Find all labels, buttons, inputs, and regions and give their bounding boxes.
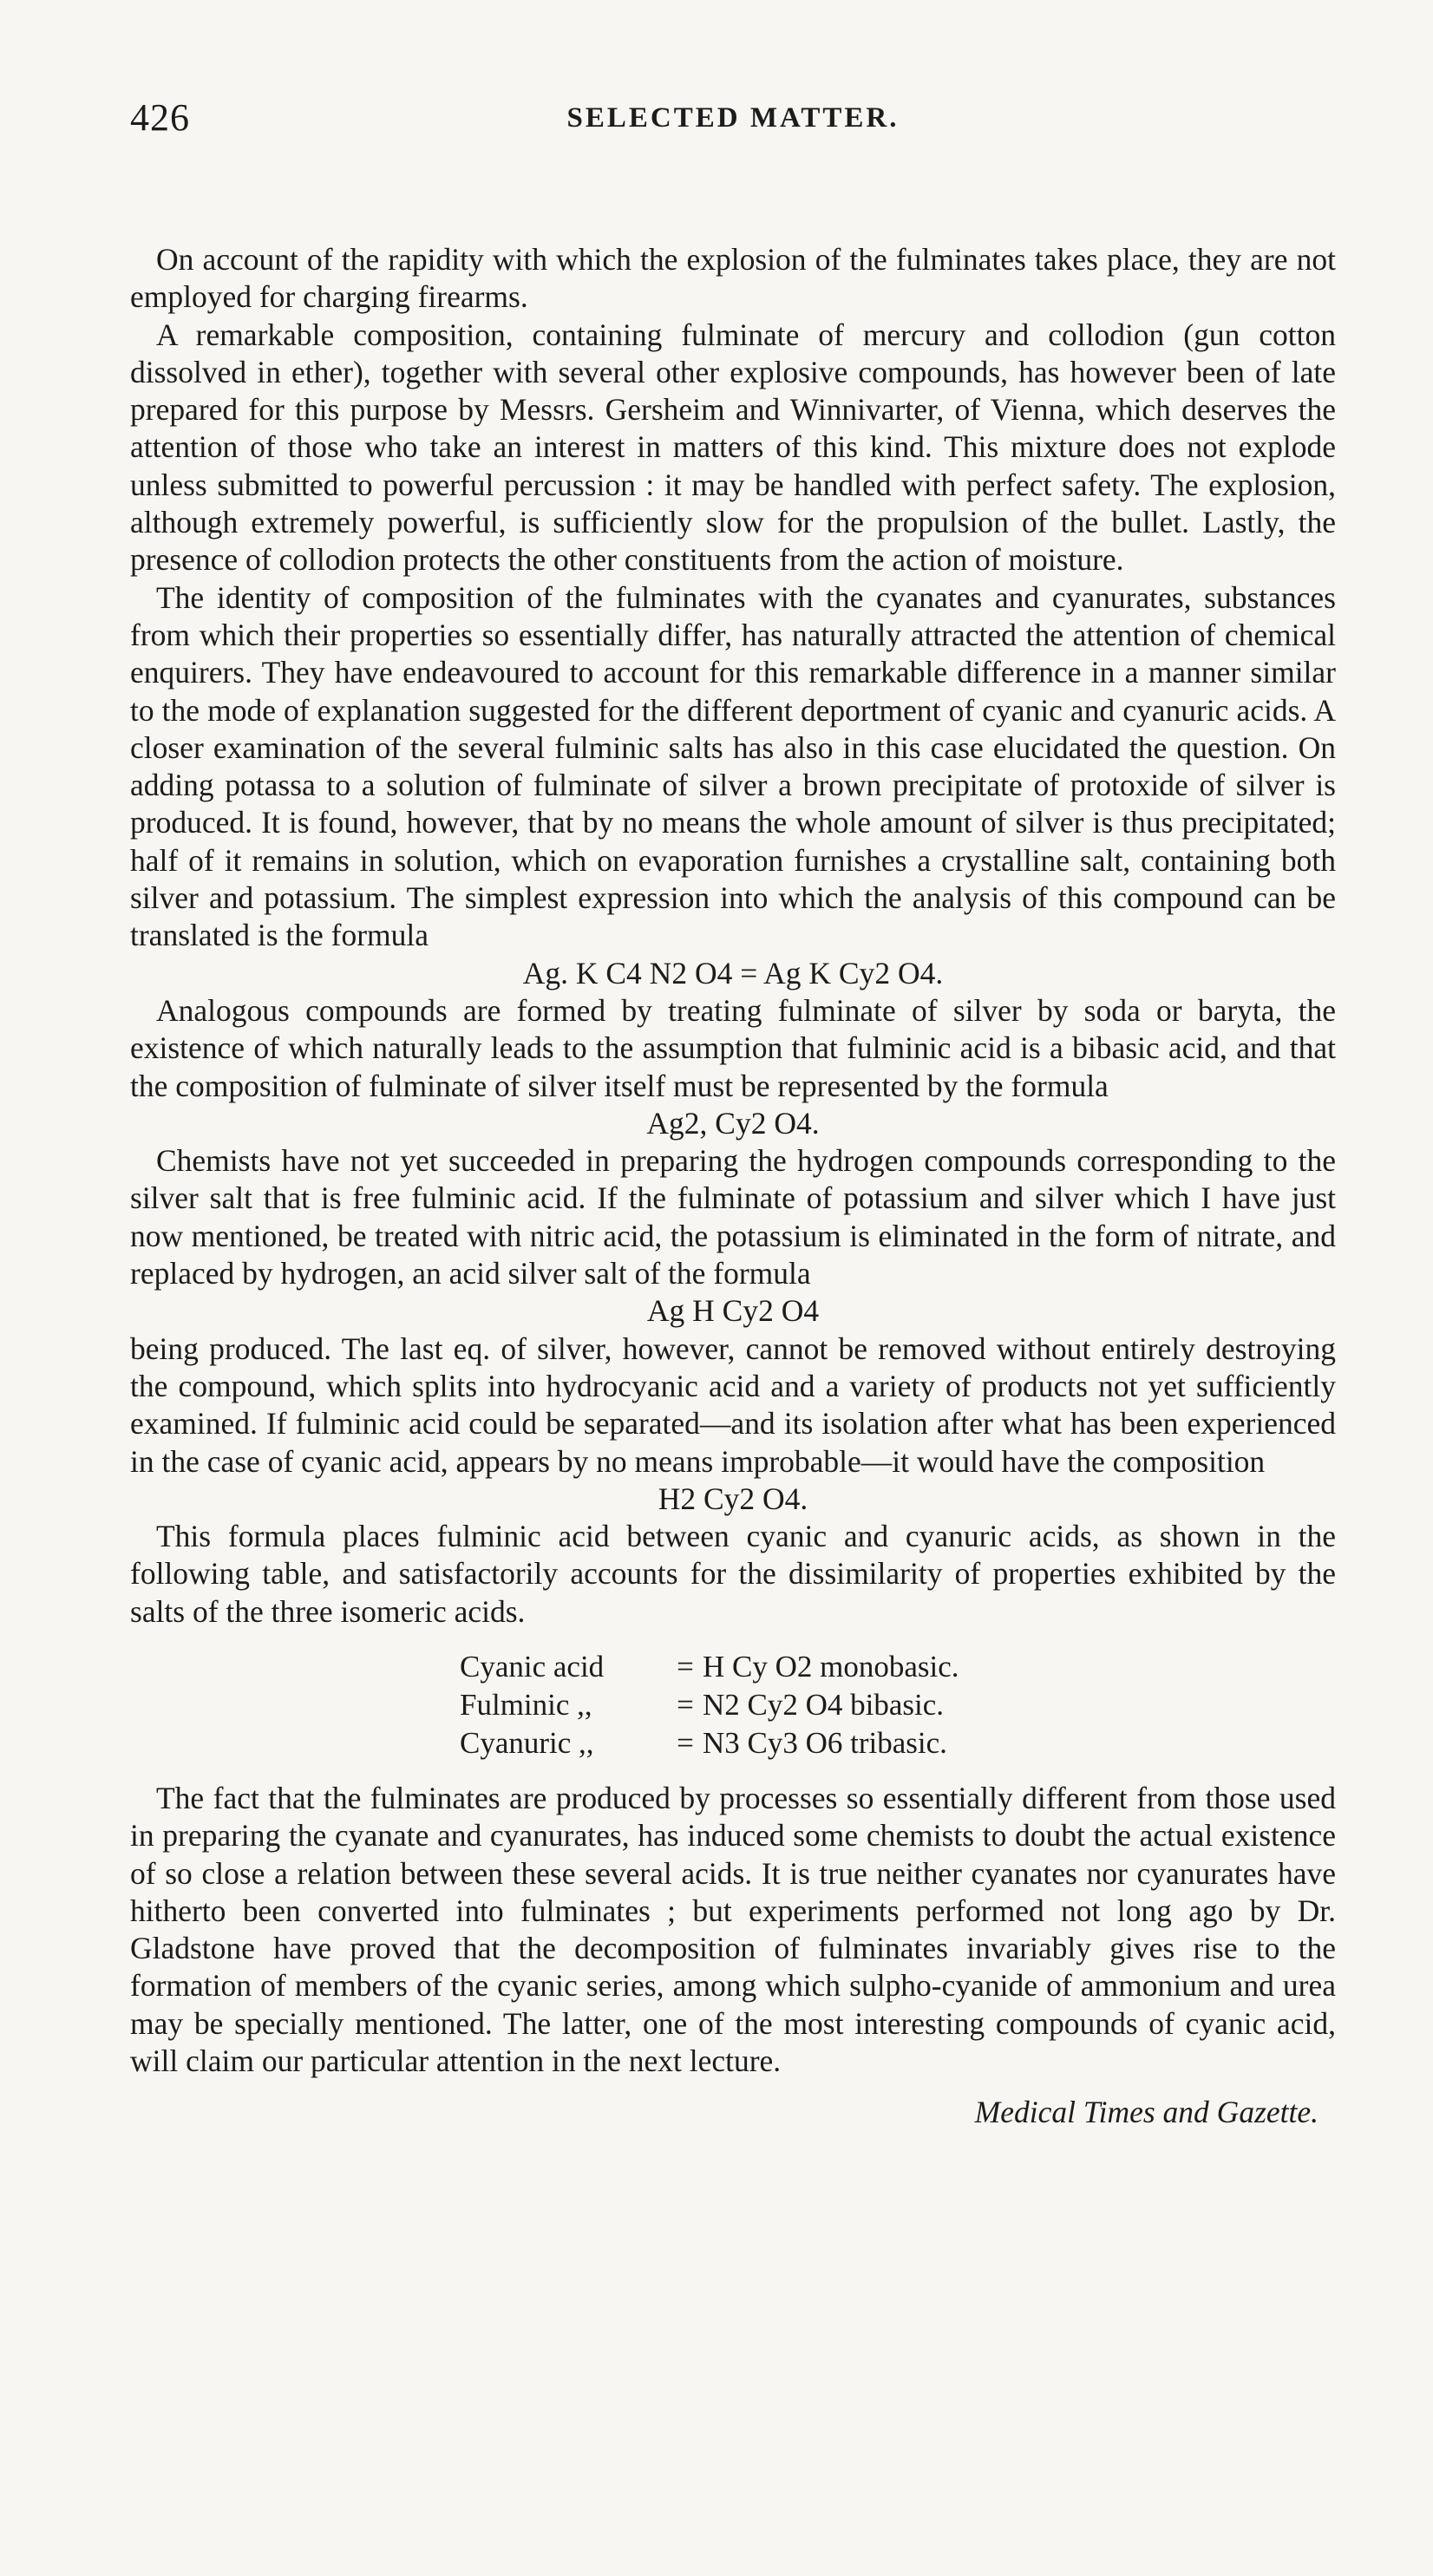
- isomer-formula: N2 Cy2 O4 bibasic.: [703, 1687, 945, 1722]
- paragraph: Chemists have not yet succeeded in preparing the hydrogen compounds corresponding to the silver salt that is free fulminic acid. If the fulminate of potassium and silver which I have just now mentioned, be treated with nitric acid, the potassium is eliminated in the form of nitrate, and replaced by hydrogen, an acid silver salt of the formula: [130, 1143, 1336, 1291]
- source-attribution: Medical Times and Gazette.: [974, 2095, 1318, 2130]
- running-head: SELECTED MATTER.: [566, 102, 900, 134]
- paragraph: being produced. The last eq. of silver, however, cannot be removed without entirely destroying the compound, which splits into hydrocyanic acid and a variety of products not yet sufficiently examined. If fulminic acid could be separated—and its isolation after what has been experienced in the case of cyanic acid, appears by no means improbable—it would have the composition: [130, 1330, 1336, 1479]
- formula: Ag H Cy2 O4: [646, 1293, 820, 1329]
- page-number: 426: [130, 96, 190, 139]
- isomer-equals: =: [677, 1649, 694, 1684]
- paragraph: The fact that the fulminates are produced by processes so essentially different from those used in preparing the cyanate and cyanurates, has induced some chemists to doubt the actual existence of so close a relation between these several acids. It is true neither cyanates nor cyanurates have hitherto been converted into fulminates ; but experiments performed not long ago by Dr. Gladstone have proved that the decomposition of fulminates invariably gives rise to the formation of members of the cyanic series, among which sulpho-cyanide of ammonium and urea may be specially mentioned. The latter, one of the most interesting compounds of cyanic acid, will claim our particular attention in the next lecture.: [130, 1780, 1336, 2079]
- isomer-equals: =: [677, 1687, 694, 1722]
- formula: H2 Cy2 O4.: [658, 1481, 808, 1516]
- isomer-table: [460, 1648, 1336, 1762]
- isomer-formula: H Cy O2 monobasic.: [703, 1649, 959, 1684]
- paragraph: Analogous compounds are formed by treating fulminate of silver by soda or baryta, the existence of which naturally leads to the assumption that fulminic acid is a bibasic acid, and that the composition of fulminate of silver itself must be represented by the formula: [130, 992, 1336, 1103]
- paragraph: The identity of composition of the fulminates with the cyanates and cyanurates, substances from which their properties so essentially differ, has naturally attracted the attention of chemical enquirers. They have endeavoured to account for this remarkable difference in a manner similar to the mode of explanation suggested for the different deportment of cyanic and cyanuric acids. A closer examination of the several fulminic salts has also in this case elucidated the question. On adding potassa to a solution of fulminate of silver a brown precipitate of protoxide of silver is produced. It is found, however, that by no means the whole amount of silver is thus precipitated; half of it remains in solution, which on evaporation furnishes a crystalline salt, containing both silver and potassium. The simplest expression into which the analysis of this compound can be translated is the formula: [130, 579, 1336, 953]
- page-header: [130, 95, 1336, 147]
- paragraph: A remarkable composition, containing fulminate of mercury and collodion (gun cotton dissolved in ether), together with several other explosive compounds, has however been of late prepared for this purpose by Messrs. Gersheim and Winnivarter, of Vienna, which deserves the attention of those who take an interest in matters of this kind. This mixture does not explode unless submitted to powerful percussion : it may be handled with perfect safety. The explosion, although extremely powerful, is sufficiently slow for the propulsion of the bullet. Lastly, the presence of collodion protects the other constituents from the action of moisture.: [130, 317, 1336, 578]
- isomer-row: [460, 1724, 1336, 1762]
- article-body: [130, 241, 1336, 2132]
- paragraph: On account of the rapidity with which the explosion of the fulminates takes place, they are not employed for charging firearms.: [130, 242, 1336, 315]
- paragraph: This formula places fulminic acid between cyanic and cyanuric acids, as shown in the following table, and satisfactorily accounts for the dissimilarity of properties exhibited by the salts of the three isomeric acids.: [130, 1519, 1336, 1629]
- isomer-equals: =: [677, 1725, 694, 1760]
- isomer-formula: N3 Cy3 O6 tribasic.: [703, 1725, 947, 1760]
- formula: Ag. K C4 N2 O4 = Ag K Cy2 O4.: [522, 955, 944, 991]
- page: [130, 95, 1336, 2132]
- isomer-name: Cyanic acid: [460, 1649, 605, 1684]
- isomer-row: [460, 1648, 1336, 1686]
- formula: Ag2, Cy2 O4.: [646, 1105, 820, 1141]
- isomer-row: [460, 1686, 1336, 1724]
- isomer-name: Cyanuric ,,: [460, 1725, 594, 1760]
- isomer-name: Fulminic ,,: [460, 1687, 592, 1722]
